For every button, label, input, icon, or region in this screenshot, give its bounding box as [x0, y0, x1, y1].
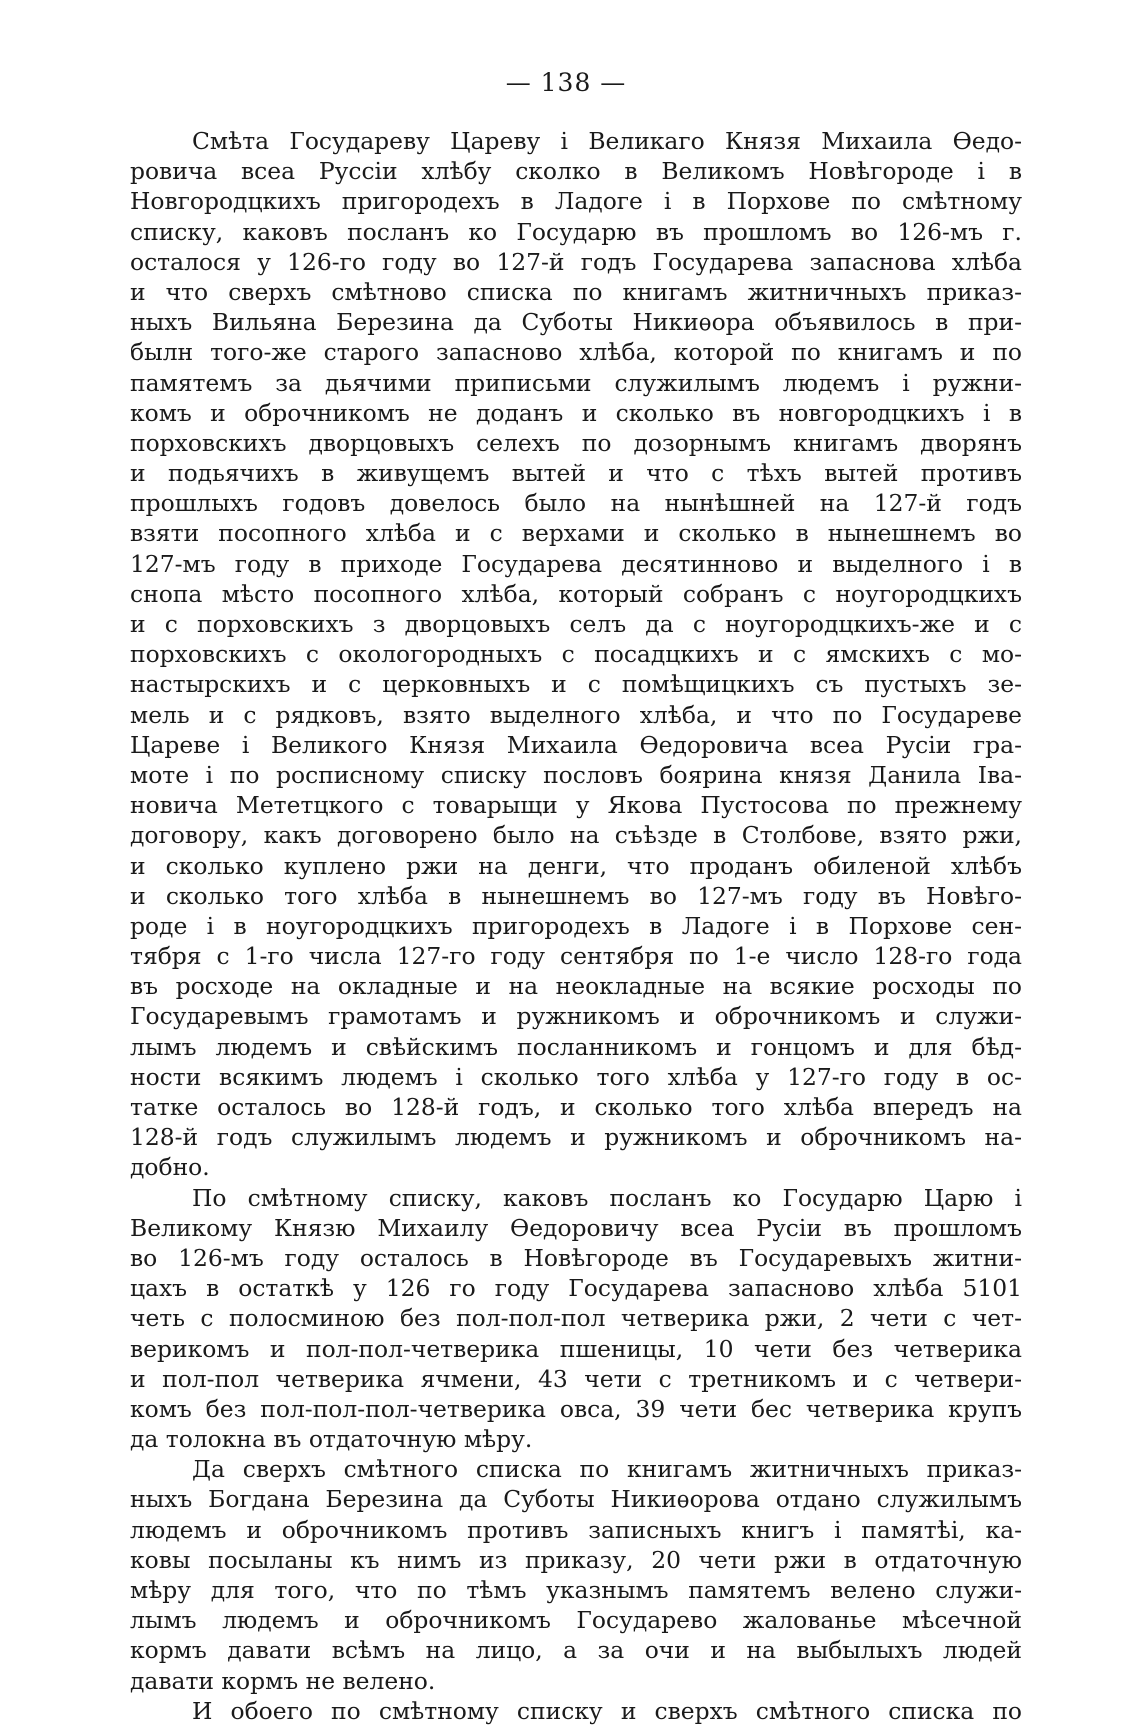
text-line: И обоего по смѣтному списку и сверхъ смѣтного списка по [192, 1696, 1022, 1725]
paragraph [130, 1696, 1022, 1726]
text-line: да толокна въ отдаточную мѣру. [130, 1425, 533, 1454]
text-line: лымъ людемъ и свѣйскимъ посланникомъ и гонцомъ и для бѣд- [130, 1032, 1022, 1061]
text-line: комъ без пол-пол-пол-четверика овса, 39 чети бес четверика крупъ [130, 1394, 1022, 1423]
text-line: Да сверхъ смѣтного списка по книгамъ житничныхъ приказ- [192, 1455, 1022, 1484]
text-line: комъ и оброчникомъ не доданъ и сколько въ новгородцкихъ і в [130, 398, 1022, 427]
text-line: ности всякимъ людемъ і сколько того хлѣба у 127-го году в ос- [130, 1062, 1022, 1091]
text-line: списку, каковъ посланъ ко Государю въ прошломъ во 126-мъ г. [130, 217, 1022, 246]
text-line: мель и с рядковъ, взято выделного хлѣба, и что по Государеве [130, 700, 1022, 729]
text-line: прошлыхъ годовъ довелось было на нынѣшней на 127-й годъ [130, 489, 1022, 518]
text-line: 127-мъ году в приходе Государева десятинново и выделного і в [130, 549, 1022, 578]
text-line: Смѣта Государеву Цареву і Великаго Князя Михаила Ѳедо- [192, 127, 1022, 155]
text-line: порховскихъ с окологородныхъ с посадцкихъ и с ямскихъ с мо- [130, 640, 1022, 669]
text-line: и с порховскихъ з дворцовыхъ селъ да с ноугородцкихъ-же и с [130, 610, 1022, 638]
text-line: татке осталось во 128-й годъ, и сколько того хлѣба впередъ на [130, 1093, 1022, 1121]
text-line: Цареве і Великого Князя Михаила Ѳедоровича всеа Русіи гра- [130, 730, 1022, 759]
text-line: ныхъ Богдана Березина да Суботы Никиѳорова отдано служилымъ [130, 1485, 1022, 1514]
text-line: памятемъ за дьячими приписьми служилымъ людемъ і ружни- [130, 368, 1022, 397]
text-line: цахъ в остаткѣ у 126 го году Государева запасново хлѣба 5101 [130, 1274, 1022, 1303]
text-line: моте і по росписному списку пословъ боярина князя Данила Іва- [130, 760, 1022, 789]
text-line: кормъ давати всѣмъ на лицо, а за очи и на выбылыхъ людей [130, 1636, 1022, 1665]
paragraph [130, 1454, 1022, 1696]
text-line: во 126-мъ году осталось в Новѣгороде въ Государевыхъ житни- [130, 1243, 1022, 1272]
text-line: верикомъ и пол-пол-четверика пшеницы, 10 чети без четверика [130, 1334, 1022, 1363]
paragraph [130, 1183, 1022, 1455]
text-line: былн того-же старого запасново хлѣба, которой по книгамъ и по [130, 338, 1022, 367]
page-number: — 138 — [505, 68, 627, 97]
text-line: Великому Князю Михаилу Ѳедоровичу всеа Русіи въ прошломъ [130, 1213, 1022, 1242]
text-body [130, 126, 1022, 1726]
text-line: въ росходе на окладные и на неокладные на всякие росходы по [130, 972, 1022, 1001]
text-line: Новгородцкихъ пригородехъ в Ладоге і в Порхове по смѣтному [130, 187, 1022, 216]
text-line: давати кормъ не велено. [130, 1666, 436, 1695]
paragraph [130, 126, 1022, 1183]
text-line: ныхъ Вильяна Березина да Суботы Никиѳора объявилось в при- [130, 308, 1022, 337]
text-line: мѣру для того, что по тѣмъ указнымъ памятемъ велено служи- [130, 1576, 1022, 1604]
text-line: ровича всеа Руссіи хлѣбу сколко в Великомъ Новѣгороде і в [130, 157, 1022, 186]
text-line: роде і в ноугородцкихъ пригородехъ в Ладоге і в Порхове сен- [130, 911, 1022, 940]
text-line: людемъ и оброчникомъ противъ записныхъ книгъ і памятѣі, ка- [130, 1515, 1022, 1544]
text-line: Государевымъ грамотамъ и ружникомъ и оброчникомъ и служи- [130, 1002, 1022, 1031]
text-line: и сколько куплено ржи на денги, что проданъ обиленой хлѣбъ [130, 851, 1022, 880]
text-line: 128-й годъ служилымъ людемъ и ружникомъ и оброчникомъ на- [130, 1123, 1022, 1152]
text-line: тября с 1-го числа 127-го году сентября по 1-е число 128-го года [130, 942, 1022, 971]
text-line: и подьячихъ в живущемъ вытей и что с тѣхъ вытей противъ [130, 459, 1022, 488]
text-line: порховскихъ дворцовыхъ селехъ по дозорнымъ книгамъ дворянъ [130, 428, 1022, 457]
text-line: ковы посыланы къ нимъ из приказу, 20 чети ржи в отдаточную [130, 1545, 1022, 1574]
text-line: четь с полосминою без пол-пол-пол четверика ржи, 2 чети с чет- [130, 1304, 1022, 1333]
text-line: По смѣтному списку, каковъ посланъ ко Государю Царю і [192, 1183, 1022, 1212]
text-line: настырскихъ и с церковныхъ и с помѣщицкихъ съ пустыхъ зе- [130, 670, 1022, 699]
text-line: и сколько того хлѣба в нынешнемъ во 127-мъ году въ Новѣго- [130, 881, 1022, 910]
text-line: осталося у 126-го году во 127-й годъ Государева запаснова хлѣба [130, 247, 1022, 276]
text-line: лымъ людемъ и оброчникомъ Государево жалованье мѣсечной [130, 1606, 1022, 1635]
text-line: добно. [130, 1153, 210, 1182]
text-line: и что сверхъ смѣтново списка по книгамъ житничныхъ приказ- [130, 277, 1022, 306]
text-line: взяти посопного хлѣба и с верхами и сколько в нынешнемъ во [130, 519, 1022, 548]
text-line: и пол-пол четверика ячмени, 43 чети с третникомъ и с четвери- [130, 1364, 1022, 1393]
text-line: договору, какъ договорено было на съѣзде в Столбове, взято ржи, [130, 821, 1022, 850]
text-line: снопа мѣсто посопного хлѣба, который собранъ с ноугородцкихъ [130, 579, 1022, 608]
text-line: новича Мететцкого с товарыщи у Якова Пустосова по прежнему [130, 791, 1022, 820]
